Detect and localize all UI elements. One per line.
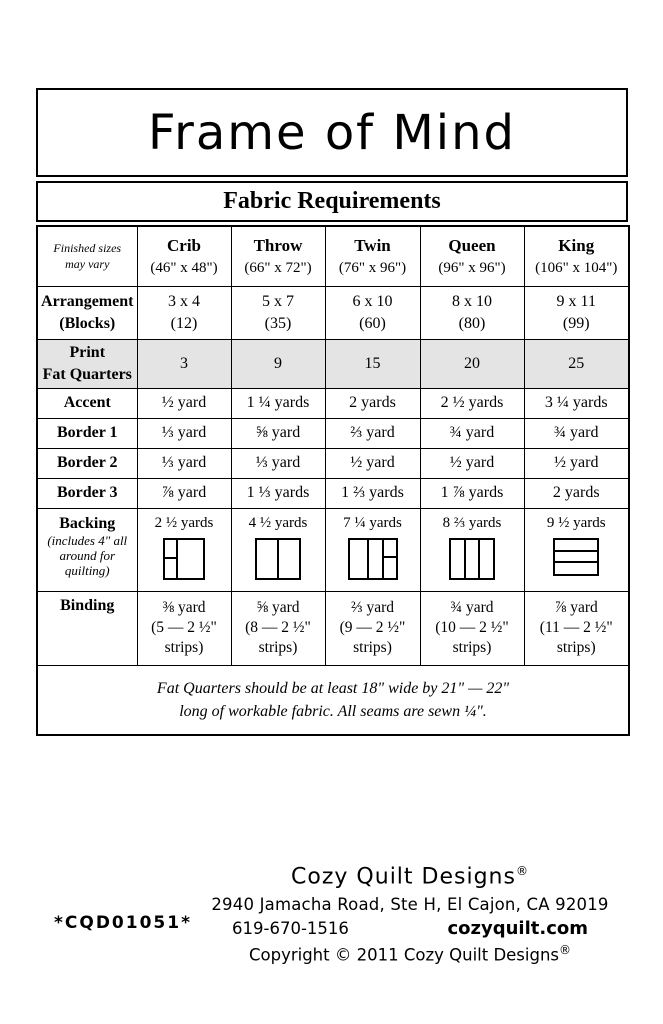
arrangement-count: (80) [458,314,486,332]
cell-print-fq-crib: 3 [137,339,231,388]
column-name: Throw [253,235,303,255]
row-label-text: Print [69,343,106,361]
corner-note-cell [37,226,137,286]
cell-binding-queen [420,591,524,665]
brand-text: Cozy Quilt Designs [291,864,516,890]
backing-yardage: 8 ⅔ yards [442,514,502,531]
row-label-text: Backing [59,514,116,532]
column-name: Queen [448,235,496,255]
binding-strips2: strips) [353,639,392,657]
cell-binding-crib [137,591,231,665]
column-header-queen [420,226,524,286]
cell-border2-twin: ½ yard [325,448,420,478]
backing-yardage: 4 ½ yards [248,514,308,531]
column-header-king [524,226,629,286]
cell-border2-king: ½ yard [524,448,629,478]
cell-border1-queen: ¾ yard [420,418,524,448]
phone-number: 619-670-1516 [232,919,349,939]
section-title-box [36,181,628,222]
arrangement-value: 9 x 11 [556,292,596,310]
corner-note-line1: Finished sizes [53,241,122,256]
arrangement-count: (35) [264,314,292,332]
cell-print-fq-throw: 9 [231,339,325,388]
binding-strips: (5 — 2 ½" [151,618,217,636]
row-label-border2: Border 2 [37,448,137,478]
column-size: (76" x 96") [338,259,407,276]
arrangement-value: 3 x 4 [168,292,200,310]
cell-arrangement-queen [420,286,524,339]
cell-border3-throw: 1 ⅓ yards [231,478,325,508]
cell-accent-queen: 2 ½ yards [420,388,524,418]
arrangement-value: 5 x 7 [262,292,294,310]
cell-border3-crib: ⅞ yard [137,478,231,508]
cell-backing-throw [231,508,325,591]
arrangement-value: 8 x 10 [452,292,492,310]
border3-row [37,478,629,508]
backing-diagram-queen [449,538,495,580]
backing-diagram-crib [163,538,205,580]
print-fat-quarters-row [37,339,629,388]
cell-print-fq-queen: 20 [420,339,524,388]
page-title: Frame of Mind [148,104,516,161]
footnote-line2: long of workable fabric. All seams are sewn ¼". [179,702,487,720]
cell-arrangement-twin [325,286,420,339]
arrangement-count: (12) [170,314,198,332]
cell-backing-crib [137,508,231,591]
item-code: *CQD01051* [54,913,192,933]
row-label-border1: Border 1 [37,418,137,448]
column-size: (66" x 72") [244,259,312,276]
binding-strips: (11 — 2 ½" [539,618,613,636]
binding-strips2: strips) [164,639,204,657]
brand-name [180,864,640,889]
binding-row [37,591,629,665]
backing-yardage: 2 ½ yards [154,514,214,531]
backing-yardage: 9 ½ yards [546,514,606,531]
binding-strips2: strips) [556,639,596,657]
row-label-text2: (Blocks) [59,314,116,332]
row-label-binding: Binding [37,591,137,665]
binding-yardage: ⅜ yard [162,598,206,616]
column-size: (106" x 104") [535,259,618,276]
fabric-requirements-table [36,225,630,736]
arrangement-value: 6 x 10 [352,292,393,310]
cell-accent-twin: 2 yards [325,388,420,418]
border2-row [37,448,629,478]
cell-arrangement-crib [137,286,231,339]
cell-border2-throw: ⅓ yard [231,448,325,478]
cell-border1-crib: ⅓ yard [137,418,231,448]
cell-print-fq-twin: 15 [325,339,420,388]
binding-yardage: ⅝ yard [256,598,300,616]
column-header-crib [137,226,231,286]
column-name: Crib [167,235,201,255]
cell-arrangement-throw [231,286,325,339]
copyright-text: Copyright © 2011 Cozy Quilt Designs [248,945,560,965]
contact-line [232,918,588,939]
column-name: Twin [354,235,391,255]
cell-accent-crib: ½ yard [137,388,231,418]
cell-border1-king: ¾ yard [524,418,629,448]
footnote-row [37,665,629,735]
cell-backing-king [524,508,629,591]
row-label-print-fat-quarters [37,339,137,388]
publisher-block [180,864,640,965]
copyright-line [180,943,640,965]
column-header-throw [231,226,325,286]
cell-backing-twin [325,508,420,591]
row-label-accent: Accent [37,388,137,418]
cell-binding-twin [325,591,420,665]
section-title: Fabric Requirements [223,188,441,214]
binding-yardage: ¾ yard [450,598,494,616]
header-row [37,226,629,286]
binding-strips2: strips) [452,639,492,657]
backing-diagram-twin [348,538,398,580]
footnote-line1: Fat Quarters should be at least 18" wide by 21" — 22" [156,679,510,697]
cell-border1-throw: ⅝ yard [231,418,325,448]
cell-print-fq-king: 25 [524,339,629,388]
fat-quarter-footnote [37,665,629,735]
binding-strips: (8 — 2 ½" [245,618,311,636]
registered-mark: ® [559,943,572,958]
binding-yardage: ⅔ yard [350,598,395,616]
border1-row [37,418,629,448]
row-label-text: Arrangement [41,292,134,310]
row-label-arrangement [37,286,137,339]
backing-diagram-throw [255,538,301,580]
cell-binding-throw [231,591,325,665]
binding-strips2: strips) [258,639,298,657]
backing-yardage: 7 ¼ yards [343,514,402,531]
cell-backing-queen [420,508,524,591]
column-name: King [558,235,595,255]
cell-border1-twin: ⅔ yard [325,418,420,448]
column-size: (46" x 48") [150,259,218,276]
address-line: 2940 Jamacha Road, Ste H, El Cajon, CA 92019 [211,895,609,915]
title-box [36,88,628,177]
cell-binding-king [524,591,629,665]
cell-border2-crib: ⅓ yard [137,448,231,478]
arrangement-count: (60) [359,314,386,332]
cell-border3-twin: 1 ⅔ yards [325,478,420,508]
row-label-backing [37,508,137,591]
column-size: (96" x 96") [438,259,506,276]
cell-border2-queen: ½ yard [420,448,524,478]
website-url: cozyquilt.com [447,918,588,940]
backing-diagram-king [553,538,599,576]
binding-strips: (9 — 2 ½" [339,618,406,636]
arrangement-row [37,286,629,339]
binding-strips: (10 — 2 ½" [435,618,509,636]
binding-yardage: ⅞ yard [554,598,598,616]
cell-accent-throw: 1 ¼ yards [231,388,325,418]
registered-mark: ® [515,864,529,878]
backing-row [37,508,629,591]
cell-accent-king: 3 ¼ yards [524,388,629,418]
corner-note-line2: may vary [65,257,110,272]
cell-border3-king: 2 yards [524,478,629,508]
row-label-text2: Fat Quarters [42,365,132,383]
cell-arrangement-king [524,286,629,339]
backing-note: (includes 4" all around for quilting) [47,533,128,578]
accent-row [37,388,629,418]
row-label-border3: Border 3 [37,478,137,508]
cell-border3-queen: 1 ⅞ yards [420,478,524,508]
arrangement-count: (99) [562,314,590,332]
column-header-twin [325,226,420,286]
